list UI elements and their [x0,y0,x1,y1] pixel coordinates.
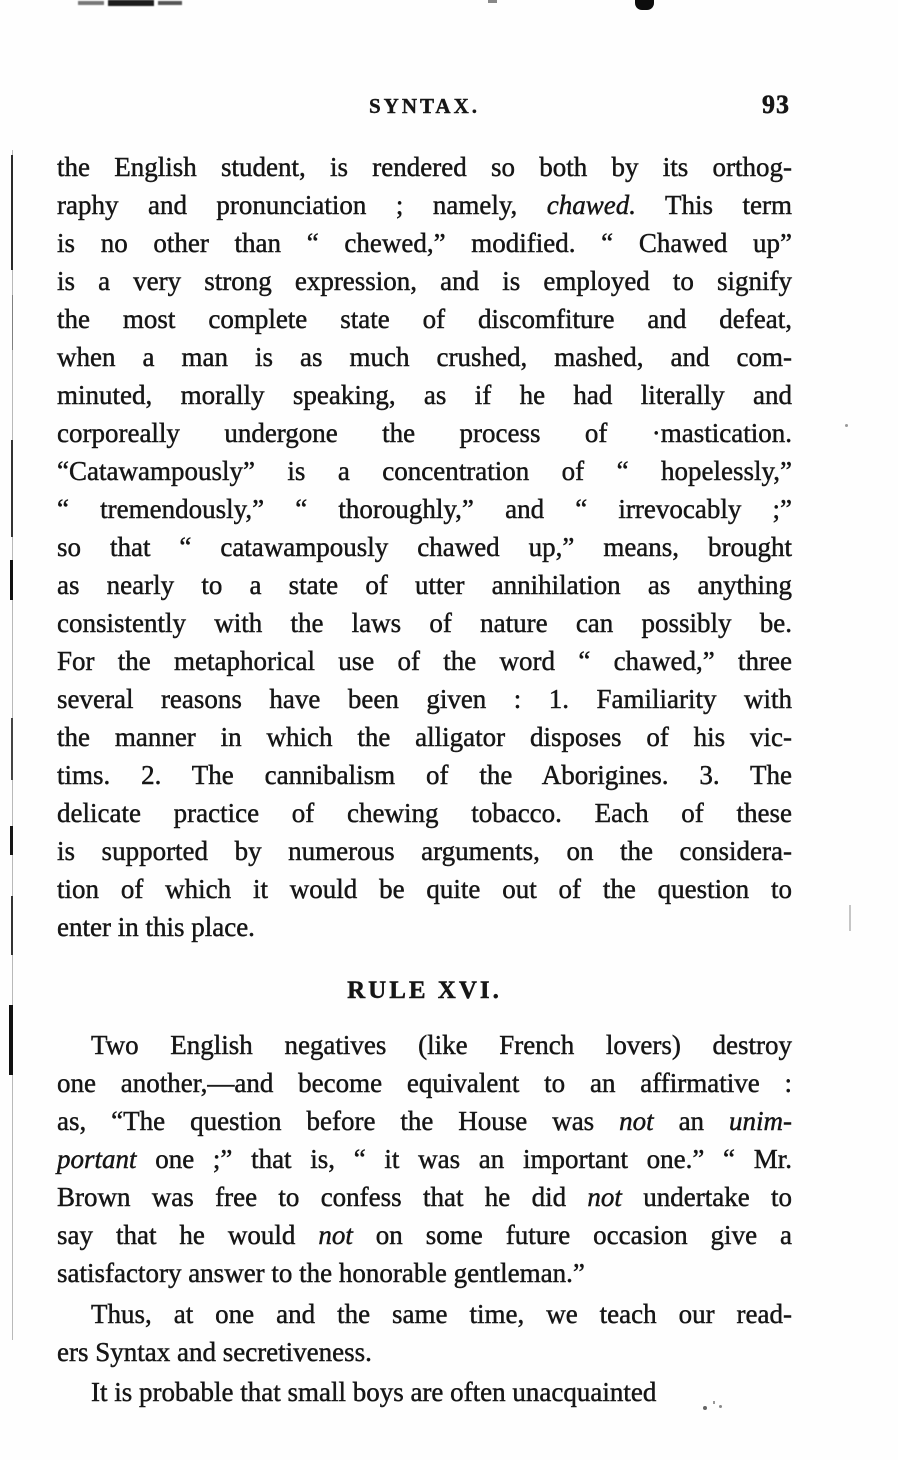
text-line [57,1254,792,1292]
text-line [57,1295,792,1333]
scan-artifact [108,0,154,6]
scan-artifact [9,1005,13,1075]
text-run: is supported by numerous arguments, on the considera- [57,836,792,866]
scan-artifact [488,0,497,3]
italic-text: unim- [729,1106,792,1136]
text-run: delicate practice of chewing tobacco. Each of these [57,798,792,828]
italic-text: not [318,1220,353,1250]
scan-artifact [11,896,13,955]
text-run: on some future occasion give a [352,1220,792,1250]
scan-artifact [158,1,182,5]
scan-artifact [12,295,13,350]
text-line [57,1178,792,1216]
text-run: “ tremendously,” “ thoroughly,” and “ irrevocably ;” [57,494,792,524]
text-run: Two English negatives (like French lovers) destroy [91,1030,792,1060]
text-run: several reasons have been given : 1. Familiarity with [57,684,792,714]
text-run: minuted, morally speaking, as if he had literally and [57,380,792,410]
text-line [57,718,792,756]
text-line [57,528,792,566]
text-run: This term [636,190,792,220]
text-run: “Catawampously” is a concentration of “ hopelessly,” [57,456,792,486]
text-run: one ;” that is, “ it was an important one.” “ Mr. [136,1144,792,1174]
text-line [57,224,792,262]
text-line [57,186,792,224]
text-run: Brown was free to confess that he did [57,1182,588,1212]
text-run: as, “The question before the House was [57,1106,620,1136]
text-line [57,1026,792,1064]
running-head [57,90,792,124]
scan-artifact [78,1,104,5]
text-run: an [653,1106,729,1136]
text-line [57,680,792,718]
text-run: the manner in which the alligator disposes of his vic- [57,722,792,752]
text-line [57,414,792,452]
italic-text: portant [57,1144,137,1174]
text-line [57,262,792,300]
text-line [57,300,792,338]
text-line [57,604,792,642]
scan-artifact [11,155,13,270]
text-run: consistently with the laws of nature can possibly be. [57,608,792,638]
text-line [57,908,792,946]
scan-artifact [635,0,654,10]
rule-heading: RULE XVI. [347,977,502,1004]
paragraph [57,1295,792,1371]
text-run: It is probable that small boys are often unacquainted [91,1377,657,1407]
text-line [57,642,792,680]
scan-artifact [10,826,13,855]
text-run: tims. 2. The cannibalism of the Aborigines. 3. The [57,760,792,790]
text-run: as nearly to a state of utter annihilation as anything [57,570,792,600]
scan-artifact [11,718,13,780]
italic-text: chawed. [546,190,637,220]
text-line [57,490,792,528]
text-line [57,832,792,870]
text-run: is no other than “ chewed,” modified. “ Chawed up” [57,228,792,258]
text-run: undertake to [621,1182,792,1212]
scan-artifact [12,150,13,1340]
page-body-text [57,148,792,1411]
paragraph [57,148,792,946]
text-run: when a man is as much crushed, mashed, and com- [57,342,792,372]
paragraph [57,1373,792,1411]
text-run: the most complete state of discomfiture and defeat, [57,304,792,334]
text-line [57,870,792,908]
text-run: enter in this place. [57,912,255,942]
paragraph [57,1026,792,1292]
italic-text: not [587,1182,622,1212]
text-line [57,1140,792,1178]
text-line [57,338,792,376]
scan-artifact [11,440,13,537]
text-run: ers Syntax and secretiveness. [57,1337,372,1367]
text-line [57,1333,792,1371]
text-run: corporeally undergone the process of ·mastication. [57,418,792,448]
text-run: For the metaphorical use of the word “ chawed,” three [57,646,792,676]
text-line [57,1216,792,1254]
text-run: Thus, at one and the same time, we teach our read- [91,1299,792,1329]
page-number: 93 [762,90,790,119]
page-title: SYNTAX. [368,94,481,118]
text-run: raphy and pronunciation ; namely, [57,190,547,220]
text-run: satisfactory answer to the honorable gentleman.” [57,1258,585,1288]
text-run: one another,—and become equivalent to an affirmative : [57,1068,792,1098]
italic-text: not [619,1106,654,1136]
text-line [57,1102,792,1140]
scan-artifact [10,560,13,600]
scan-artifact [845,424,848,427]
scan-artifact [849,905,851,931]
text-run: is a very strong expression, and is employed to signify [57,266,792,296]
text-line [57,1373,792,1411]
text-line [57,566,792,604]
text-line [57,376,792,414]
text-line [57,452,792,490]
text-run: tion of which it would be quite out of the question to [57,874,792,904]
text-line [57,756,792,794]
text-run: so that “ catawampously chawed up,” means, brought [57,532,792,562]
text-line [57,794,792,832]
text-run: the English student, is rendered so both by its orthog- [57,152,792,182]
text-run: say that he would [57,1220,319,1250]
text-line [57,1064,792,1102]
text-line [57,148,792,186]
